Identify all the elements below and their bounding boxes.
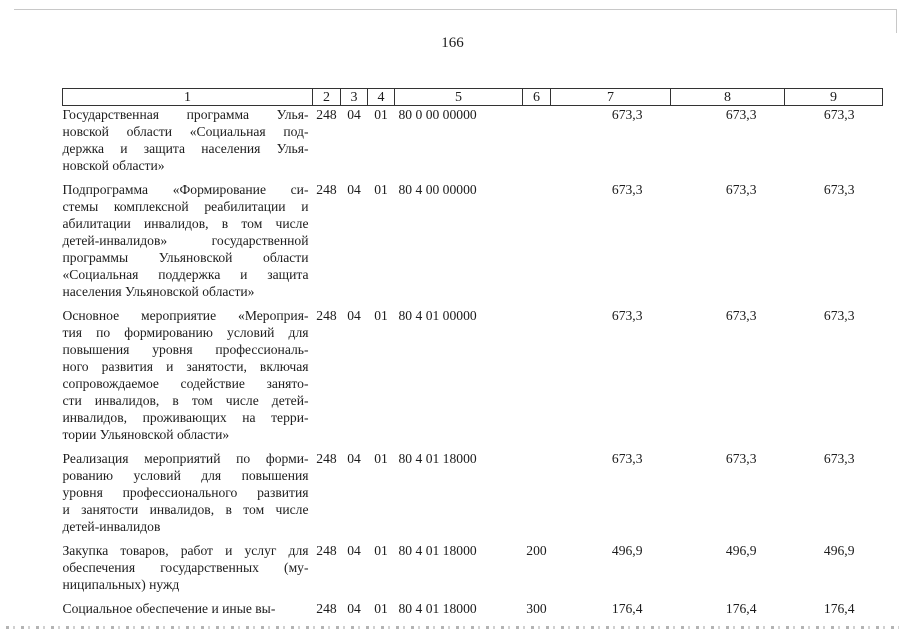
row-name-line: детей-инвалидов» государственной [62,233,309,248]
row-ministry-code: 248 [316,107,337,122]
header-col-6: 6 [523,89,551,106]
row-name-line: повышения уровня профессиональ- [62,342,309,357]
row-name-line: Закупка товаров, работ и услуг для [62,543,309,558]
row-expense-type [523,181,551,307]
scan-right-border [896,9,897,33]
row-expense-type [523,450,551,542]
page-number: 166 [441,35,464,51]
row-name-line: рованию условий для повышения [62,468,309,483]
row-subsection-code: 01 [374,182,388,197]
row-name-line: инвалидов, проживающих на терри- [62,410,309,425]
row-ministry-code: 248 [316,601,337,616]
row-name-line: тия по формированию условий для [62,325,309,340]
row-amount-year-1: 673,3 [611,308,643,323]
row-name-line: уровня профессионального развития [62,485,309,500]
row-target-article: 80 0 00 00000 [398,107,477,122]
row-expense-type [523,307,551,450]
header-col-3: 3 [341,89,368,106]
table-row [63,600,883,617]
row-ministry-code: 248 [316,543,337,558]
row-amount-year-1: 673,3 [611,451,643,466]
row-name-line: обеспечения государственных (му- [62,560,309,575]
row-amount-year-3: 176,4 [823,601,855,616]
row-name-line: ниципальных) нужд [62,577,180,592]
row-name-line: стемы комплексной реабилитации и [62,199,309,214]
header-col-1: 1 [63,89,313,106]
row-subsection-code: 01 [374,601,388,616]
row-amount-year-1: 673,3 [611,107,643,122]
row-name-line: и занятости инвалидов, в том числе [62,502,309,517]
header-col-8: 8 [671,89,785,106]
row-target-article: 80 4 01 00000 [398,308,477,323]
row-name-line: новской области» [62,158,165,173]
row-section-code: 04 [347,107,361,122]
row-amount-year-3: 673,3 [823,107,855,122]
table-row [63,307,883,450]
row-amount-year-3: 673,3 [823,182,855,197]
table-row [63,106,883,182]
scan-top-border [14,9,896,10]
row-target-article: 80 4 01 18000 [398,451,477,466]
header-col-9: 9 [785,89,883,106]
row-expense-type: 200 [526,543,547,558]
budget-table [62,88,883,617]
row-name-line: Государственная программа Улья- [62,107,309,122]
table-row [63,450,883,542]
row-name [63,307,313,450]
row-name [63,600,313,617]
row-name-line: абилитации инвалидов, в том числе [62,216,309,231]
row-expense-type [523,106,551,182]
row-name-line: программы Ульяновской области [62,250,309,265]
row-section-code: 04 [347,182,361,197]
row-amount-year-2: 496,9 [725,543,757,558]
row-subsection-code: 01 [374,543,388,558]
row-name-line: Подпрограмма «Формирование си- [62,182,309,197]
row-ministry-code: 248 [316,182,337,197]
row-name [63,106,313,182]
row-section-code: 04 [347,308,361,323]
table-row [63,181,883,307]
row-name-line: Основное мероприятие «Мероприя- [62,308,309,323]
row-name [63,181,313,307]
row-name [63,450,313,542]
row-amount-year-3: 673,3 [823,451,855,466]
row-amount-year-2: 176,4 [725,601,757,616]
row-ministry-code: 248 [316,308,337,323]
table-row [63,542,883,600]
row-name-line: держка и защита населения Улья- [62,141,309,156]
scan-bottom-edge [6,626,899,629]
row-name-line: Социальное обеспечение и иные вы- [62,601,276,616]
row-amount-year-3: 496,9 [823,543,855,558]
row-name-line: Реализация мероприятий по форми- [62,451,309,466]
row-name-line: тории Ульяновской области» [62,427,230,442]
row-ministry-code: 248 [316,451,337,466]
row-amount-year-2: 673,3 [725,107,757,122]
row-target-article: 80 4 01 18000 [398,601,477,616]
row-subsection-code: 01 [374,107,388,122]
row-amount-year-1: 176,4 [611,601,643,616]
row-name-line: ного развития и занятости, включая [62,359,309,374]
header-col-7: 7 [551,89,671,106]
header-col-5: 5 [395,89,523,106]
row-name-line: населения Ульяновской области» [62,284,255,299]
row-section-code: 04 [347,451,361,466]
row-subsection-code: 01 [374,308,388,323]
row-amount-year-3: 673,3 [823,308,855,323]
header-col-2: 2 [313,89,341,106]
row-section-code: 04 [347,601,361,616]
header-col-4: 4 [368,89,395,106]
row-name-line: сти инвалидов, в том числе детей- [62,393,309,408]
row-expense-type: 300 [526,601,547,616]
row-name [63,542,313,600]
row-name-line: детей-инвалидов [62,519,161,534]
row-target-article: 80 4 01 18000 [398,543,477,558]
row-target-article: 80 4 00 00000 [398,182,477,197]
row-amount-year-2: 673,3 [725,451,757,466]
row-name-line: сопровождаемое содействие занято- [62,376,309,391]
row-section-code: 04 [347,543,361,558]
row-name-line: новской области «Социальная под- [62,124,309,139]
table-header-row [63,89,883,106]
row-name-line: «Социальная поддержка и защита [62,267,309,282]
row-amount-year-2: 673,3 [725,182,757,197]
row-amount-year-1: 496,9 [611,543,643,558]
row-amount-year-2: 673,3 [725,308,757,323]
row-subsection-code: 01 [374,451,388,466]
row-amount-year-1: 673,3 [611,182,643,197]
